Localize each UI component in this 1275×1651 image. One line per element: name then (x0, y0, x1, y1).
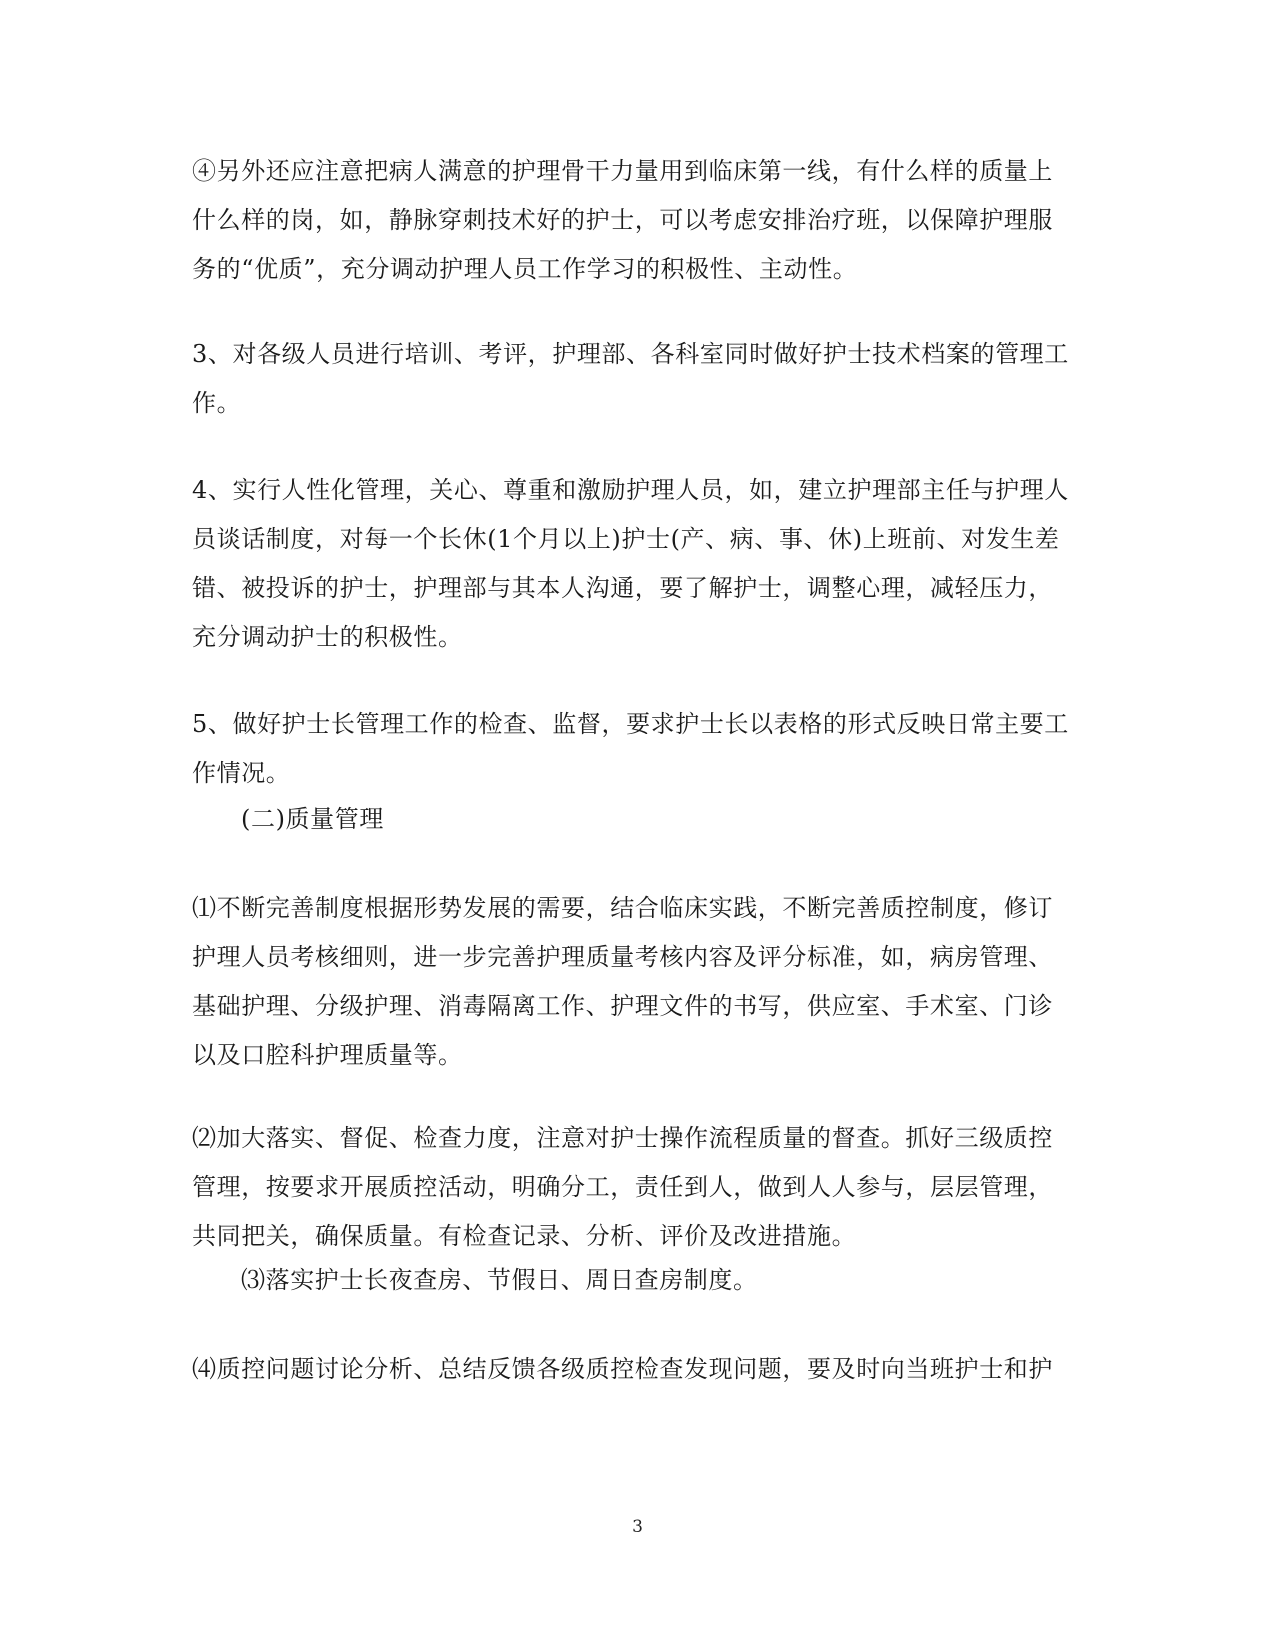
section-heading-quality-management: (二)质量管理 (241, 805, 384, 833)
paragraph-humanized-management: 4、实行人性化管理，关心、尊重和激励护理人员，如，建立护理部主任与护理人员谈话制度，对每一个长休(1个月以上)护士(产、病、事、休)上班前、对发生差错、被投诉的护士，护理部与其本人沟通，要了解护士，调整心理，减轻压力，充分调动护士的积极性。 (192, 476, 1069, 651)
page-number: 3 (632, 1517, 643, 1537)
paragraph-improve-system: ⑴不断完善制度根据形势发展的需要，结合临床实践，不断完善质控制度，修订护理人员考核细则，进一步完善护理质量考核内容及评分标准，如，病房管理、基础护理、分级护理、消毒隔离工作、护理文件的书写，供应室、手术室、门诊以及口腔科护理质量等。 (192, 894, 1053, 1069)
paragraph-implementation-inspection: ⑵加大落实、督促、检查力度，注意对护士操作流程质量的督查。抓好三级质控管理，按要求开展质控活动，明确分工，责任到人，做到人人参与，层层管理，共同把关，确保质量。有检查记录、分析、评价及改进措施。 (192, 1124, 1053, 1250)
paragraph-backbone-staff: ④另外还应注意把病人满意的护理骨干力量用到临床第一线，有什么样的质量上什么样的岗，如，静脉穿刺技术好的护士，可以考虑安排治疗班，以保障护理服务的“优质”，充分调动护理人员工作学习的积极性、主动性。 (192, 157, 1053, 283)
paragraph-training-assessment: 3、对各级人员进行培训、考评，护理部、各科室同时做好护士技术档案的管理工作。 (192, 340, 1069, 417)
paragraph-quality-discussion: ⑷质控问题讨论分析、总结反馈各级质控检查发现问题，要及时向当班护士和护 (192, 1355, 1053, 1383)
paragraph-head-nurse-supervision: 5、做好护士长管理工作的检查、监督，要求护士长以表格的形式反映日常主要工作情况。 (192, 710, 1069, 787)
paragraph-night-rounds: ⑶落实护士长夜查房、节假日、周日查房制度。 (241, 1266, 758, 1294)
